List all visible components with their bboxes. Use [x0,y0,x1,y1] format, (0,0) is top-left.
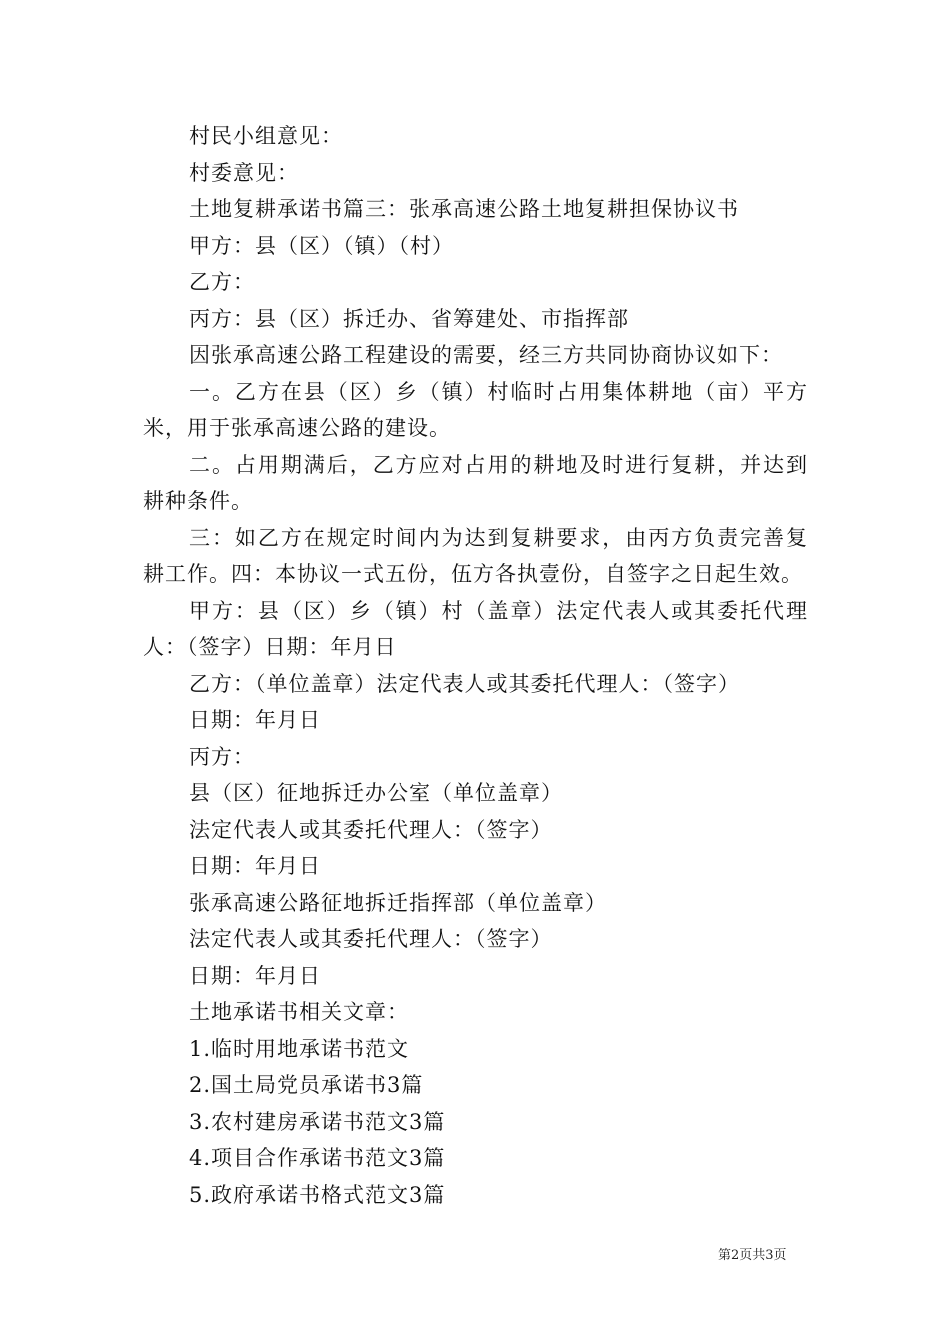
clause-three-line: 三：如乙方在规定时间内为达到复耕要求，由丙方负责完善复 [189,525,808,550]
signature-party-b: 乙方：（单位盖章）法定代表人或其委托代理人：（签字） [189,671,740,696]
related-article-item: 4.项目合作承诺书范文3篇 [189,1146,446,1170]
related-article-item: 3.农村建房承诺书范文3篇 [189,1109,446,1134]
related-article-item: 2.国土局党员承诺书3篇 [189,1073,424,1097]
date-line: 日期：年月日 [189,854,321,878]
text-line: 法定代表人或其委托代理人：（签字） [189,927,553,951]
text-line: 县（区）征地拆迁办公室（单位盖章） [189,781,563,805]
clause-one-line: 一。乙方在县（区）乡（镇）村临时占用集体耕地（亩）平方 [189,379,808,404]
document-body [143,118,808,1213]
text-line: 村民小组意见： [189,124,343,148]
page-number: 第2页共3页 [718,1248,787,1263]
related-articles-heading: 土地承诺书相关文章： [189,1000,409,1024]
related-article-item: 5.政府承诺书格式范文3篇 [189,1182,446,1207]
clause-three-continuation: 耕工作。四：本协议一式五份，伍方各执壹份，自签字之日起生效。 [143,562,803,586]
party-a-line: 甲方：县（区）（镇）（村） [189,233,454,258]
text-line: 张承高速公路征地拆迁指挥部（单位盖章） [189,890,607,915]
text-line: 因张承高速公路工程建设的需要，经三方共同协商协议如下： [189,343,783,367]
related-article-item: 1.临时用地承诺书范文 [189,1036,410,1061]
date-line: 日期：年月日 [189,963,321,988]
party-b-line: 乙方： [189,270,255,294]
date-line: 日期：年月日 [189,708,321,732]
clause-two-continuation: 耕种条件。 [143,489,253,513]
text-line: 法定代表人或其委托代理人：（签字） [189,817,553,842]
party-c-line: 丙方：县（区）拆迁办、省筹建处、市指挥部 [189,306,629,331]
clause-one-continuation: 米，用于张承高速公路的建设。 [143,416,451,440]
section-heading: 土地复耕承诺书篇三：张承高速公路土地复耕担保协议书 [189,197,739,221]
clause-two-line: 二。占用期满后，乙方应对占用的耕地及时进行复耕，并达到 [189,452,808,477]
signature-party-c: 丙方： [189,744,255,769]
text-line: 村委意见： [189,160,299,185]
signature-party-a: 甲方：县（区）乡（镇）村（盖章）法定代表人或其委托代理 [189,598,808,623]
signature-party-a-continuation: 人：（签字）日期：年月日 [143,635,397,659]
